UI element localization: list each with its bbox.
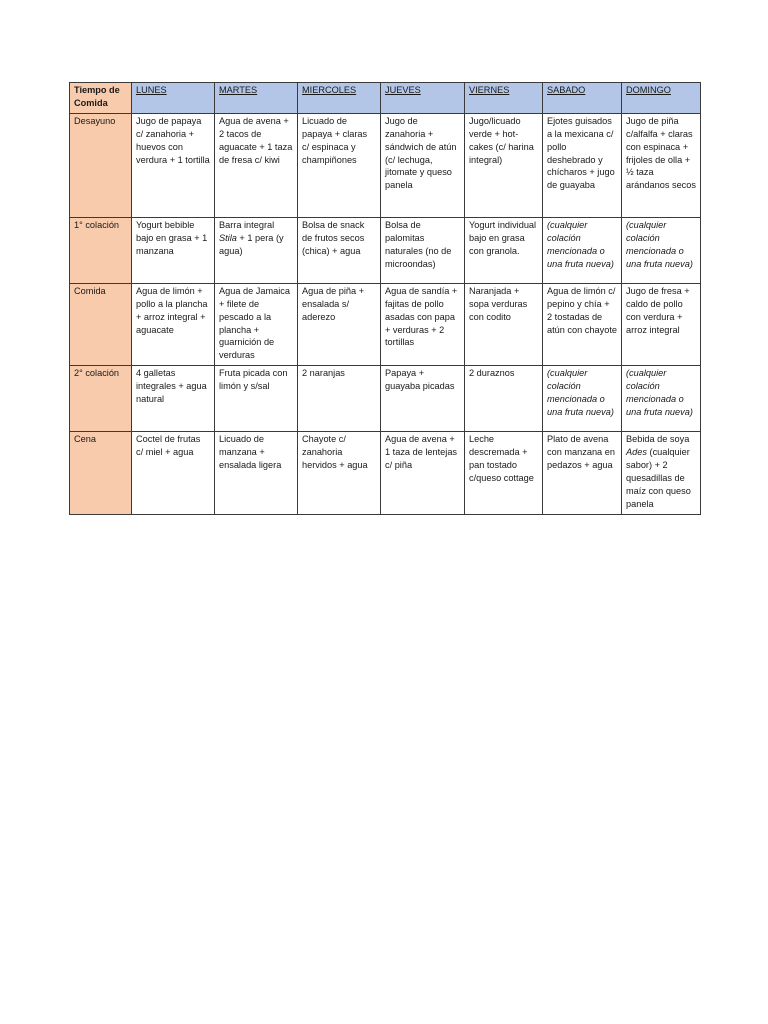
meal-row <box>70 113 701 217</box>
meal-cell: Barra integral Stila + 1 pera (y agua) <box>215 217 298 283</box>
meal-cell: Jugo/licuado verde + hot-cakes (c/ harina integral) <box>465 113 543 217</box>
day-header: MIERCOLES <box>298 83 381 114</box>
meal-label: Comida <box>70 283 132 365</box>
meal-label: Cena <box>70 432 132 514</box>
meal-cell: (cualquier colación mencionada o una fruta nueva) <box>543 366 622 432</box>
meal-plan-table <box>69 82 701 515</box>
meal-cell: Bebida de soya Ades (cualquier sabor) + 2 quesadillas de maíz con queso panela <box>622 432 701 514</box>
meal-cell: Naranjada + sopa verduras con codito <box>465 283 543 365</box>
meal-cell: Papaya + guayaba picadas <box>381 366 465 432</box>
meal-cell: 2 naranjas <box>298 366 381 432</box>
meal-cell: Licuado de papaya + claras c/ espinaca y champiñones <box>298 113 381 217</box>
meal-cell: Agua de piña + ensalada s/ aderezo <box>298 283 381 365</box>
meal-cell: 4 galletas integrales + agua natural <box>132 366 215 432</box>
brand-name: Stila <box>219 232 237 243</box>
meal-cell: Coctel de frutas c/ miel + agua <box>132 432 215 514</box>
meal-label: 2° colación <box>70 366 132 432</box>
day-header: SABADO <box>543 83 622 114</box>
meal-row <box>70 217 701 283</box>
meal-cell: Jugo de piña c/alfalfa + claras con espinaca + frijoles de olla + ½ taza arándanos secos <box>622 113 701 217</box>
meal-cell: Agua de limón c/ pepino y chía + 2 tostadas de atún con chayote <box>543 283 622 365</box>
brand-name: Ades <box>626 447 647 458</box>
day-header: LUNES <box>132 83 215 114</box>
meal-cell: (cualquier colación mencionada o una fruta nueva) <box>543 217 622 283</box>
day-header: JUEVES <box>381 83 465 114</box>
meal-cell: Jugo de fresa + caldo de pollo con verdura + arroz integral <box>622 283 701 365</box>
day-header: DOMINGO <box>622 83 701 114</box>
meal-cell: Plato de avena con manzana en pedazos + agua <box>543 432 622 514</box>
header-row <box>70 83 701 114</box>
meal-cell: Ejotes guisados a la mexicana c/ pollo deshebrado y chícharos + jugo de guayaba <box>543 113 622 217</box>
corner-header: Tiempo de Comida <box>70 83 132 114</box>
day-header: MARTES <box>215 83 298 114</box>
meal-cell: Bolsa de palomitas naturales (no de microondas) <box>381 217 465 283</box>
meal-cell: Agua de avena + 1 taza de lentejas c/ piña <box>381 432 465 514</box>
meal-cell: Fruta picada con limón y s/sal <box>215 366 298 432</box>
meal-cell: Jugo de zanahoria + sándwich de atún (c/ lechuga, jitomate y queso panela <box>381 113 465 217</box>
meal-row <box>70 432 701 514</box>
meal-cell: Chayote c/ zanahoria hervidos + agua <box>298 432 381 514</box>
meal-cell: Yogurt individual bajo en grasa con granola. <box>465 217 543 283</box>
meal-cell: 2 duraznos <box>465 366 543 432</box>
meal-cell: Agua de sandía + fajitas de pollo asadas con papa + verduras + 2 tortillas <box>381 283 465 365</box>
meal-cell: Leche descremada + pan tostado c/queso cottage <box>465 432 543 514</box>
meal-cell: Agua de limón + pollo a la plancha + arroz integral + aguacate <box>132 283 215 365</box>
meal-label: Desayuno <box>70 113 132 217</box>
meal-label: 1° colación <box>70 217 132 283</box>
meal-cell: (cualquier colación mencionada o una fruta nueva) <box>622 217 701 283</box>
meal-cell: Agua de avena + 2 tacos de aguacate + 1 taza de fresa c/ kiwi <box>215 113 298 217</box>
meal-cell: Bolsa de snack de frutos secos (chica) + agua <box>298 217 381 283</box>
meal-row <box>70 283 701 365</box>
meal-cell: Yogurt bebible bajo en grasa + 1 manzana <box>132 217 215 283</box>
meal-cell: Agua de Jamaica + filete de pescado a la plancha + guarnición de verduras <box>215 283 298 365</box>
day-header: VIERNES <box>465 83 543 114</box>
meal-row <box>70 366 701 432</box>
meal-cell: Jugo de papaya c/ zanahoria + huevos con verdura + 1 tortilla <box>132 113 215 217</box>
meal-cell: Licuado de manzana + ensalada ligera <box>215 432 298 514</box>
meal-cell: (cualquier colación mencionada o una fruta nueva) <box>622 366 701 432</box>
